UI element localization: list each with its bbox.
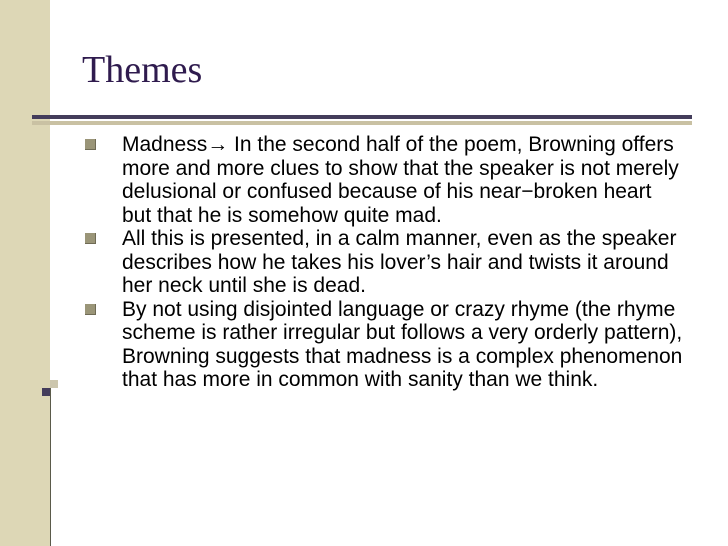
bullet-item-rhyme (84, 298, 684, 392)
square-bullet-icon (85, 304, 96, 315)
bullet-text: All this is presented, in a calm manner, even as the speaker describes how he takes his lover’s hair and twists it around her neck until she is dead. (122, 227, 677, 297)
square-bullet-icon (85, 233, 96, 244)
corner-square-dark (42, 388, 50, 396)
bullet-list (84, 133, 684, 392)
square-bullet-icon (85, 139, 96, 150)
slide-title: Themes (82, 49, 203, 91)
corner-square-light (50, 380, 58, 388)
title-rule-dark (32, 115, 692, 119)
title-rule-light (32, 121, 692, 125)
bullet-text: By not using disjointed language or crazy rhyme (the rhyme scheme is rather irregular but follows a very orderly pattern), Browning suggests that madness is a complex phenomenon that has more in common with sanity than we think. (122, 297, 683, 391)
slide-sidebar-accent (0, 0, 50, 546)
bullet-item-calm-manner (84, 227, 684, 298)
bullet-text: Madness→ In the second half of the poem, Browning offers more and more clues to show that the speaker is not merely delusional or confused because of his near−broken heart but that he is somehow quite mad. (122, 133, 679, 227)
sidebar-edge-line (50, 388, 51, 546)
bullet-item-madness (84, 133, 684, 227)
